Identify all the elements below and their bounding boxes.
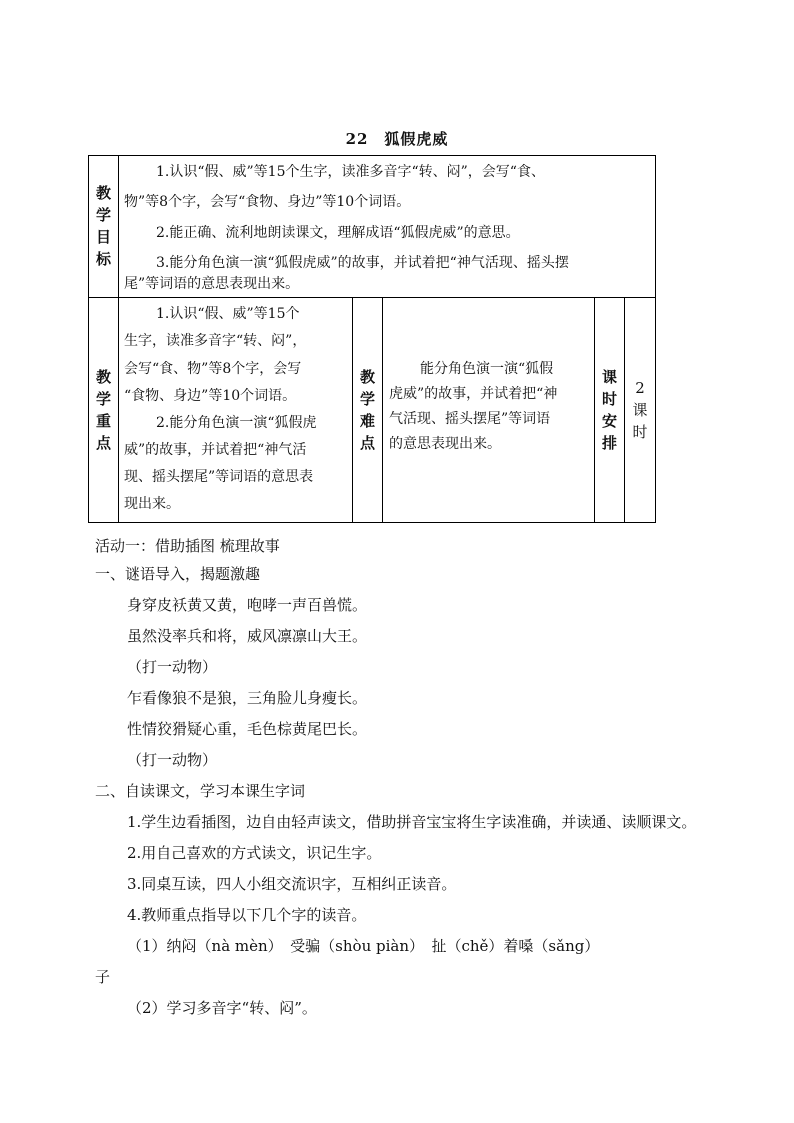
step-item: 4.教师重点指导以下几个字的读音。 [127,906,367,924]
section-heading: 二、自读课文，学习本课生字词 [95,782,306,800]
step-item: 3.同桌互读，四人小组交流识字，互相纠正读音。 [127,875,457,893]
riddle-line: 身穿皮袄黄又黄，咆哮一声百兽慌。 [127,596,368,614]
goals-label: 教 学 目 标 [95,184,111,268]
riddle-line: 乍看像狼不是狼，三角脸儿身瘦长。 [127,689,368,707]
riddle-hint: （打一动物） [127,658,218,676]
step-item: （2）学习多音字“转、闷”。 [127,999,317,1017]
step-item: 2.用自己喜欢的方式读文，识记生字。 [127,844,382,862]
riddle-hint: （打一动物） [127,751,218,769]
page-title: 22 狐假虎威 [345,130,449,148]
pinyin-line: （1）纳闷（nà mèn） 受骗（shòu piàn） 扯（chě）着嗓（sǎng） [127,937,600,955]
pinyin-line-wrap: 子 [95,968,111,986]
activity-heading: 活动一：借助插图 梳理故事 [95,537,280,555]
riddle-line: 虽然没率兵和将，威风凛凛山大王。 [127,627,368,645]
focus-label: 教 学 重 点 [95,368,111,452]
riddle-line: 性情狡猾疑心重，毛色棕黄尾巴长。 [127,720,368,738]
schedule-label: 课 时 安 排 [601,368,617,452]
schedule-value: 2 课 时 [632,379,648,441]
step-item: 1.学生边看插图，边自由轻声读文，借助拼音宝宝将生字读准确，并读通、读顺课文。 [127,813,697,831]
section-heading: 一、谜语导入，揭题激趣 [95,565,261,583]
difficulty-label: 教 学 难 点 [359,368,375,452]
